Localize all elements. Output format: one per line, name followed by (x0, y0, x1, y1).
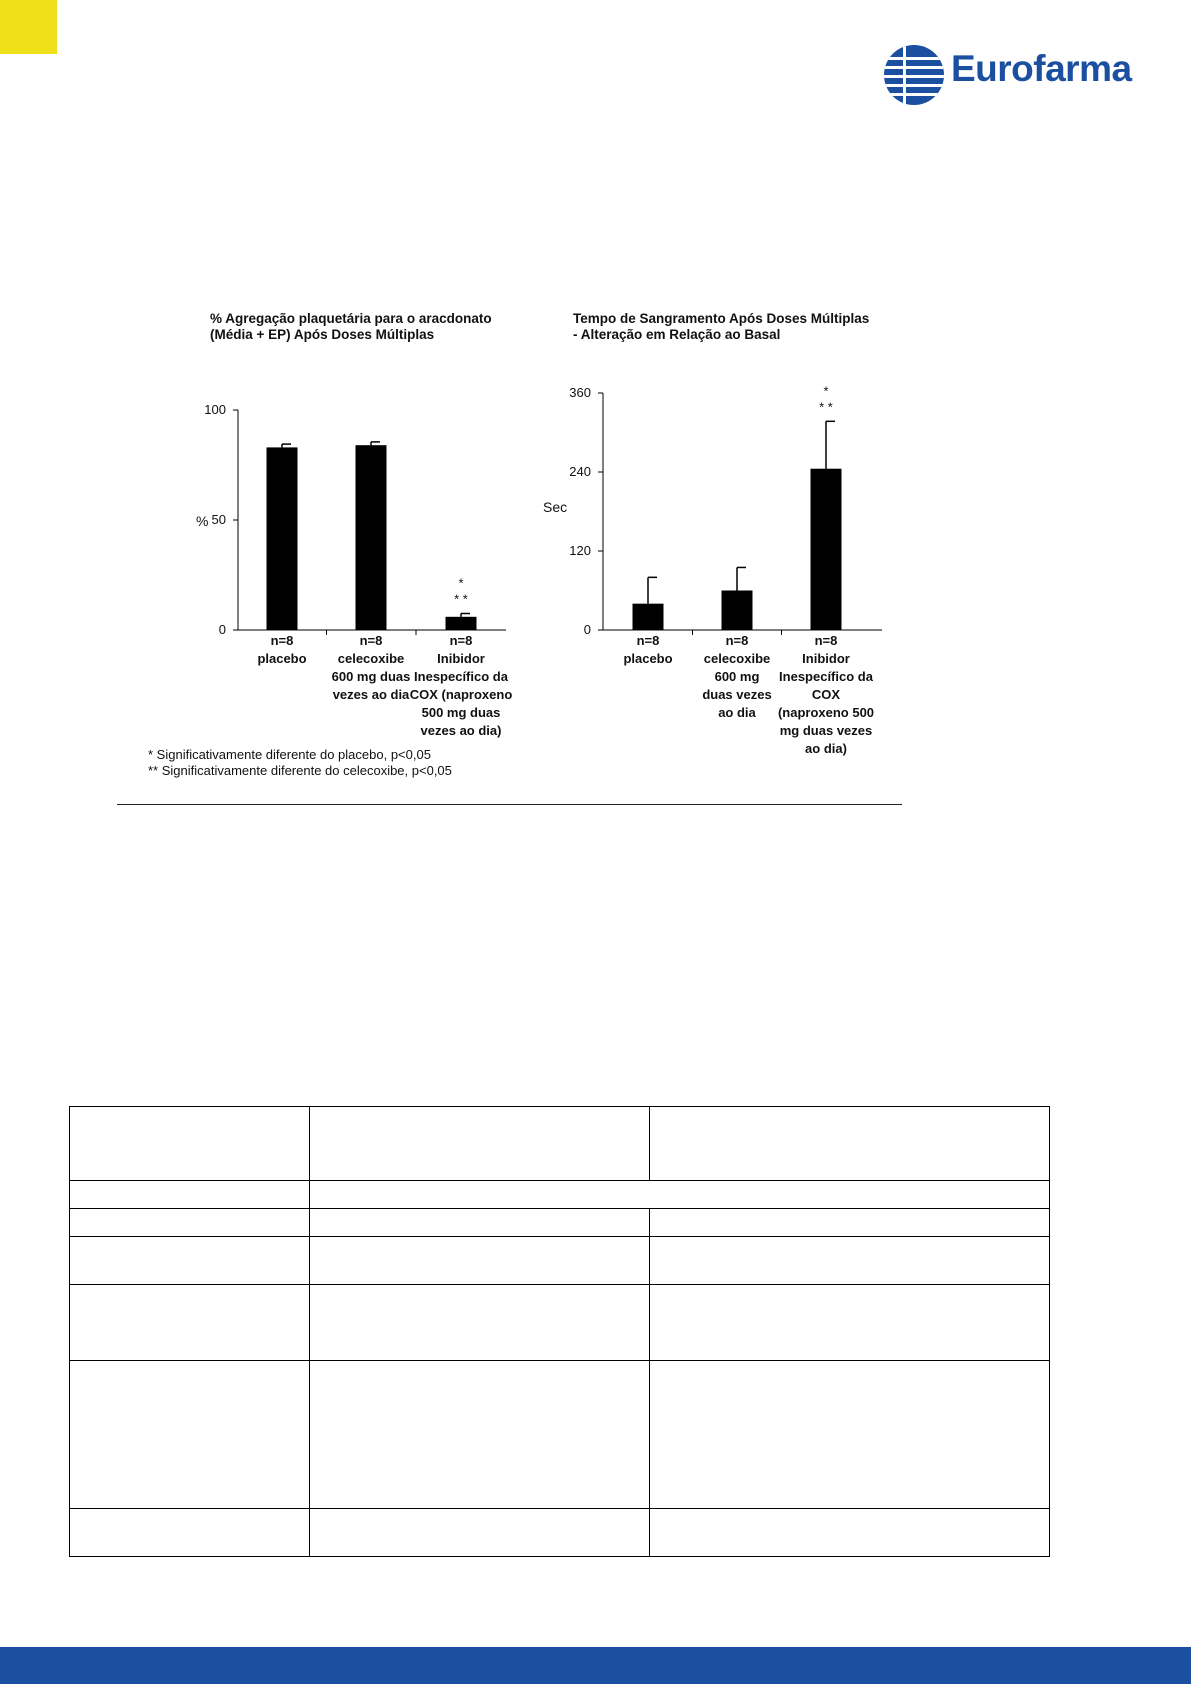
category-label: n=8 (270, 633, 294, 648)
category-label: mg duas vezes (779, 723, 873, 738)
table-cell (70, 1209, 310, 1237)
category-label: Inespecífico da (414, 669, 508, 684)
category-label: n=8 (814, 633, 838, 648)
table-cell (310, 1181, 1050, 1209)
table-cell (70, 1509, 310, 1557)
table-cell (310, 1285, 650, 1361)
table-cell (650, 1509, 1050, 1557)
table-cell (310, 1361, 650, 1509)
table-cell (70, 1107, 310, 1181)
chart-title-line: Tempo de Sangramento Após Doses Múltiplas (573, 311, 870, 326)
category-label: COX (811, 687, 841, 702)
table-cell (70, 1285, 310, 1361)
y-tick-label: 50 (211, 512, 226, 527)
table-cell (650, 1107, 1050, 1181)
y-axis-label: % (196, 513, 209, 529)
category-label: n=8 (359, 633, 383, 648)
bar (811, 469, 842, 630)
significance-marker: * (823, 383, 829, 399)
y-axis-label: Sec (543, 499, 568, 515)
category-label: ao dia (718, 705, 756, 720)
y-tick-label: 0 (583, 622, 591, 637)
category-label: COX (naproxeno (409, 687, 513, 702)
table-cell (70, 1237, 310, 1285)
category-label: 600 mg (714, 669, 760, 684)
chart-title-line: (Média + EP) Após Doses Múltiplas (210, 327, 435, 342)
y-tick-label: 240 (569, 464, 591, 479)
category-label: vezes ao dia) (420, 723, 502, 738)
category-label: celecoxibe (337, 651, 405, 666)
divider (117, 804, 902, 805)
table-cell (70, 1181, 310, 1209)
category-label: Inespecífico da (779, 669, 873, 684)
brand-name: Eurofarma (951, 48, 1132, 89)
category-label: celecoxibe (703, 651, 771, 666)
empty-table (69, 1106, 1050, 1557)
category-label: 600 mg duas (331, 669, 411, 684)
table-cell (310, 1237, 650, 1285)
category-label: Inibidor (802, 651, 850, 666)
table-cell (650, 1209, 1050, 1237)
table-cell (650, 1361, 1050, 1509)
category-label: ao dia) (805, 741, 847, 756)
category-label: n=8 (636, 633, 660, 648)
footer-bar (0, 1647, 1191, 1684)
category-label: 500 mg duas (421, 705, 501, 720)
category-label: duas vezes (702, 687, 772, 702)
category-label: placebo (257, 651, 307, 666)
significance-marker: * * (454, 591, 468, 607)
y-tick-label: 0 (218, 622, 226, 637)
table-cell (310, 1107, 650, 1181)
chart-title-line: - Alteração em Relação ao Basal (573, 327, 781, 342)
significance-marker: * (458, 575, 464, 591)
y-tick-label: 120 (569, 543, 591, 558)
category-label: n=8 (725, 633, 749, 648)
y-tick-label: 360 (569, 385, 591, 400)
table-cell (650, 1285, 1050, 1361)
table-cell (310, 1509, 650, 1557)
category-label: (naproxeno 500 (777, 705, 875, 720)
footnote-placebo: * Significativamente diferente do placebo, p<0,05 (148, 747, 431, 762)
category-label: Inibidor (437, 651, 485, 666)
category-label: vezes ao dia (332, 687, 410, 702)
significance-marker: * * (819, 399, 833, 415)
table-cell (310, 1209, 650, 1237)
bar (722, 591, 753, 631)
chart-footnotes (148, 747, 452, 779)
bleeding-time-chart (0, 0, 1191, 800)
chart-title-line: % Agregação plaquetária para o aracdonato (210, 311, 492, 326)
category-label: n=8 (449, 633, 473, 648)
table-cell (70, 1361, 310, 1509)
bar (633, 604, 664, 630)
y-tick-label: 100 (204, 402, 226, 417)
footnote-celecoxibe: ** Significativamente diferente do celecoxibe, p<0,05 (148, 763, 452, 778)
category-label: placebo (623, 651, 673, 666)
table-cell (650, 1237, 1050, 1285)
